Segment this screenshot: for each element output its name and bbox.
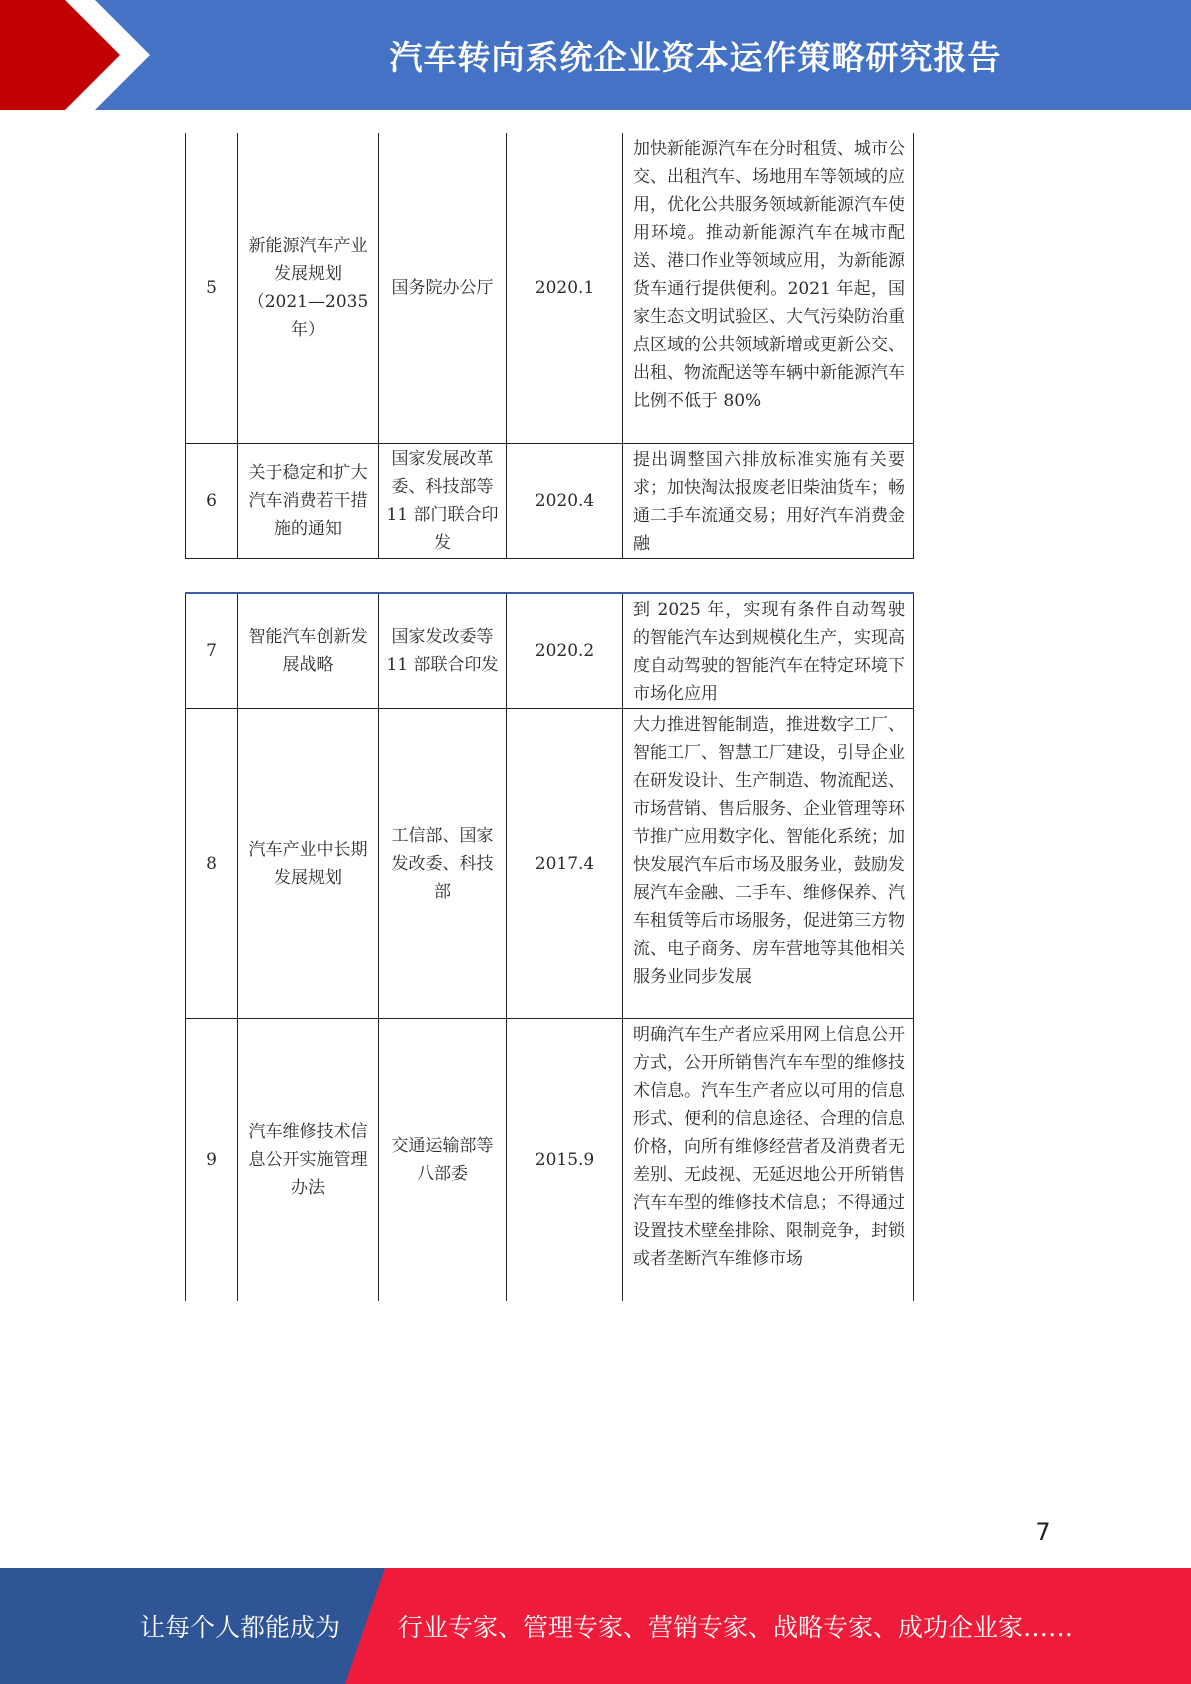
policy-content: 提出调整国六排放标准实施有关要求；加快淘汰报废老旧柴油货车；畅通二手车流通交易；用好汽车消费金融 [623,443,914,558]
policy-name: 汽车产业中长期发展规划 [238,709,379,1019]
row-number: 9 [186,1019,238,1301]
issue-date: 2020.1 [507,133,623,443]
row-number: 5 [186,133,238,443]
footer-slogan-right: 行业专家、管理专家、营销专家、战略专家、成功企业家…… [398,1613,1074,1642]
table-row [186,133,914,443]
table-row [186,709,914,1019]
footer-slogan-left: 让每个人都能成为 [140,1613,341,1642]
policy-table-part-1 [185,133,914,559]
row-number: 7 [186,593,238,709]
policy-content: 大力推进智能制造，推进数字工厂、智能工厂、智慧工厂建设，引导企业在研发设计、生产制造、物流配送、市场营销、售后服务、企业管理等环节推广应用数字化、智能化系统；加快发展汽车后市场及服务业，鼓励发展汽车金融、二手车、维修保养、汽车租赁等后市场服务，促进第三方物流、电子商务、房车营地等其他相关服务业同步发展 [623,709,914,1019]
policy-content: 明确汽车生产者应采用网上信息公开方式，公开所销售汽车车型的维修技术信息。汽车生产者应以可用的信息形式、便利的信息途径、合理的信息价格，向所有维修经营者及消费者无差别、无歧视、无延迟地公开所销售汽车车型的维修技术信息；不得通过设置技术壁垒排除、限制竞争，封锁或者垄断汽车维修市场 [623,1019,914,1301]
issue-date: 2020.2 [507,593,623,709]
page-footer [0,1568,1191,1684]
issuing-body: 国务院办公厅 [379,133,507,443]
table-row [186,443,914,558]
policy-content: 加快新能源汽车在分时租赁、城市公交、出租汽车、场地用车等领域的应用，优化公共服务领域新能源汽车使用环境。推动新能源汽车在城市配送、港口作业等领域应用，为新能源货车通行提供便利。2021 年起，国家生态文明试验区、大气污染防治重点区域的公共领域新增或更新公交、出租、物流配送等车辆中新能源汽车比例不低于 80% [623,133,914,443]
table-row [186,593,914,709]
page-header [0,0,1191,110]
issuing-body: 国家发展改革委、科技部等 11 部门联合印发 [379,443,507,558]
issuing-body: 国家发改委等 11 部联合印发 [379,593,507,709]
issue-date: 2017.4 [507,709,623,1019]
table-row [186,1019,914,1301]
row-number: 8 [186,709,238,1019]
policy-name: 关于稳定和扩大汽车消费若干措施的通知 [238,443,379,558]
report-title: 汽车转向系统企业资本运作策略研究报告 [389,37,1002,77]
issue-date: 2020.4 [507,443,623,558]
row-number: 6 [186,443,238,558]
policy-table-part-2 [185,592,914,1301]
issuing-body: 工信部、国家发改委、科技部 [379,709,507,1019]
issuing-body: 交通运输部等八部委 [379,1019,507,1301]
page-number: 7 [1035,1518,1051,1546]
policy-content: 到 2025 年，实现有条件自动驾驶的智能汽车达到规模化生产，实现高度自动驾驶的智能汽车在特定环境下市场化应用 [623,593,914,709]
policy-name: 智能汽车创新发展战略 [238,593,379,709]
issue-date: 2015.9 [507,1019,623,1301]
policy-name: 汽车维修技术信息公开实施管理办法 [238,1019,379,1301]
header-arrow-decoration [0,0,220,110]
policy-name: 新能源汽车产业发展规划（2021—2035年） [238,133,379,443]
